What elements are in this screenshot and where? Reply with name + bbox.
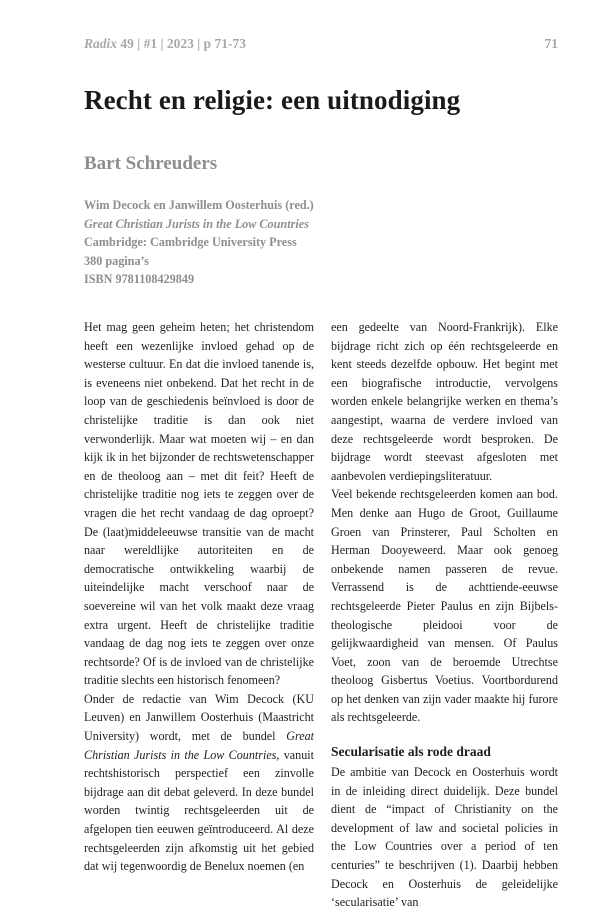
section-heading: Secularisatie als rode draad	[331, 744, 491, 760]
right-column	[331, 318, 558, 912]
book-editors: Wim Decock en Janwillem Oosterhuis (red.)	[84, 198, 314, 212]
paragraph	[84, 690, 314, 876]
article-title: Recht en religie: een uitnodiging	[84, 85, 461, 115]
journal-citation	[84, 36, 246, 52]
page-number: 71	[544, 36, 558, 51]
book-info	[84, 196, 314, 289]
paragraph: een gedeelte van Noord-Frankrijk). Elke bijdrage richt zich op één rechtsgeleerde en kent steeds dezelfde opbouw. Het begint met een biografische introductie, vervolgens worden enkele belangrijke werken en thema’s aangestipt, waarna de verdere invloed van deze rechtsgeleerde wordt besproken. De bijdrage wordt steevast afgesloten met aanbevolen verdiepingsliteratuur.	[331, 320, 558, 483]
left-column	[84, 318, 314, 876]
book-title-inline: Great Christian Jurists in the Low Countries	[84, 729, 314, 762]
journal-name: Radix	[84, 36, 118, 51]
citation-details: 49 | #1 | 2023 | p 71-73	[120, 36, 246, 51]
book-isbn: ISBN 9781108429849	[84, 272, 195, 286]
paragraph-text: Onder de redactie van Wim Decock (KU Leuven) en Janwillem Oosterhuis (Maastricht University) wordt, met de bundel	[84, 691, 314, 744]
book-title: Great Christian Jurists in the Low Countries	[84, 216, 309, 231]
book-publisher: Cambridge: Cambridge University Press	[84, 235, 297, 249]
running-head	[84, 36, 558, 52]
paragraph: Veel bekende rechtsgeleerden komen aan bod. Men denke aan Hugo de Groot, Guillaume Groen van Prinsterer, Paul Scholten en Herman Dooyeweerd. Maar ook genoeg onbekende namen passeren de revue. Verrassend is de achttiende-eeuwse rechtsgeleerde Pieter Paulus en zijn Bijbels-theologische pleidooi voor de gelijkwaardigheid van mensen. Of Paulus Voet, zoon van de beroemde Utrechtse theoloog Gisbertus Voetius. Voortbordurend op het denken van zijn vader maakte hij furore als rechtsgeleerde.	[331, 487, 558, 725]
paragraph: De ambitie van Decock en Oosterhuis wordt in de inleiding direct duidelijk. Deze bundel dient de “impact of Christianity on the development of law and societal policies in the Low Countries over a period of ten centuries” te beschrijven (1). Daarbij hebben Decock en Oosterhuis de geleidelijke ‘secularisatie’ van	[331, 765, 558, 910]
paragraph-text: , vanuit rechtshistorisch perspectief een zinvolle bijdrage aan dit debat geleverd. In deze bundel worden twintig rechtsgeleerden uit de afgelopen tien eeuwen geïntroduceerd. Al deze rechtsgeleerden zijn afkomstig uit het gebied dat wij tegenwoordig de Benelux noemen (en	[84, 747, 314, 874]
book-pages: 380 pagina’s	[84, 253, 149, 268]
paragraph: Het mag geen geheim heten; het christendom heeft een wezenlijke invloed gehad op de westerse cultuur. En dat die invloed tanende is, is eveneens niet onbekend. Dat het recht in de loop van de geschiedenis beïnvloed is door de christelijke traditie is dan ook niet verwonderlijk. Maar wat moeten wij – en dan kijk ik in het bijzonder de rechtswetenschapper en de theoloog aan – met dit feit? Heeft de christelijke traditie nog iets te zeggen over de vragen die het recht vandaag de dag oproept? De (laat)middeleeuwse transitie van de macht naar wereldlijke autoriteiten en de democratische ontwikkeling waarbij de uiteindelijke macht verschoof naar de soevereine wil van het volk maakt deze vraag extra urgent. Heeft de christelijke traditie vandaag de dag nog iets te zeggen over onze rechtsorde? Of is de invloed van de christelijke traditie slechts een historisch fenomeen?	[84, 320, 314, 688]
article-author: Bart Schreuders	[84, 153, 218, 174]
